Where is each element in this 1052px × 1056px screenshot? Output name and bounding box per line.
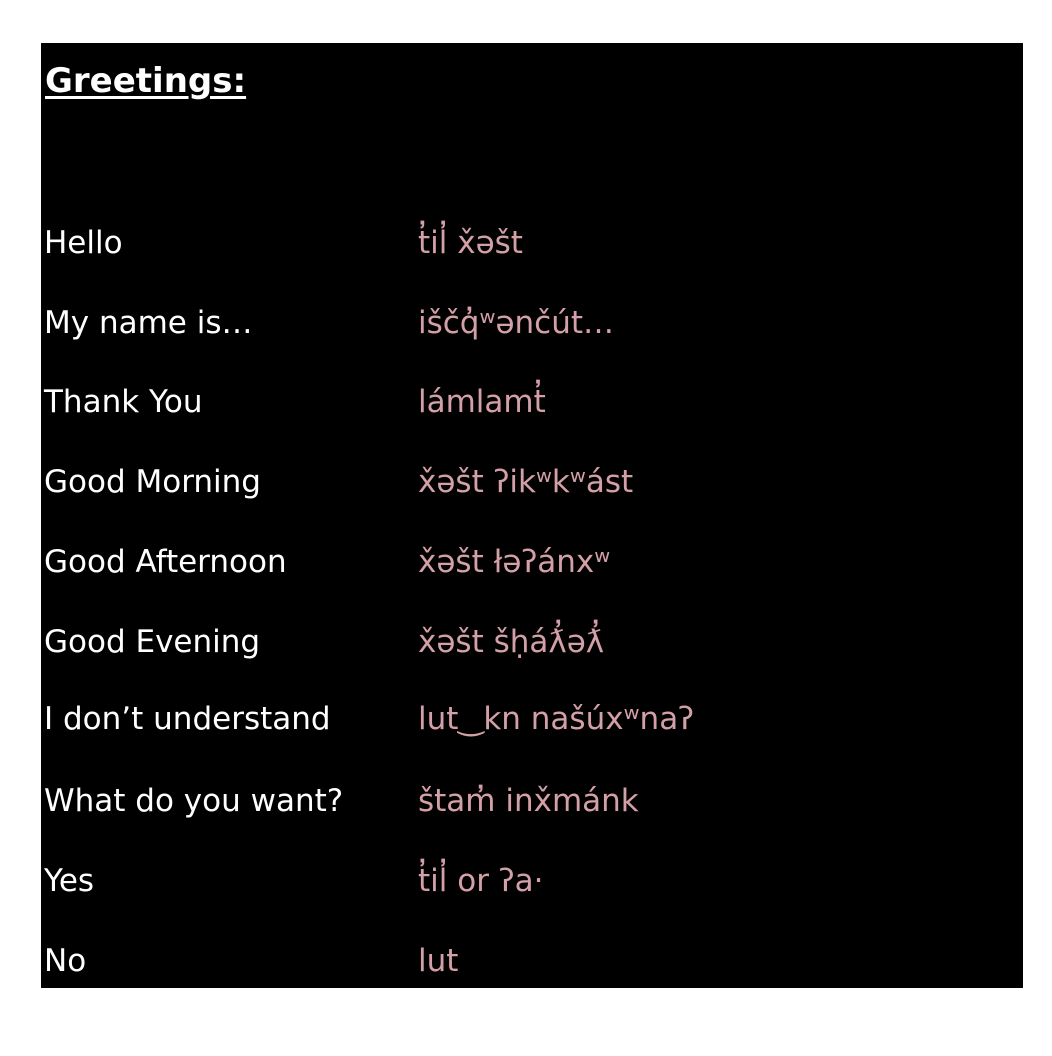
phrase-row (41, 380, 1023, 424)
native-phrase: lut‿kn našúxʷnaʔ (418, 701, 695, 737)
greetings-panel (41, 43, 1023, 988)
phrase-row (41, 697, 1023, 741)
english-phrase: What do you want? (44, 783, 344, 819)
english-phrase: Good Afternoon (44, 544, 287, 580)
english-phrase: No (44, 943, 87, 979)
native-phrase: x̌əšt šḥáƛ̓əƛ̓ (418, 624, 605, 660)
english-phrase: I don’t understand (44, 701, 331, 737)
english-phrase: Good Evening (44, 624, 261, 660)
phrase-row (41, 221, 1023, 265)
phrase-row (41, 939, 1023, 983)
native-phrase: lámlamt̓ (418, 384, 546, 420)
english-phrase: Good Morning (44, 464, 261, 500)
phrase-row (41, 620, 1023, 664)
phrase-row (41, 540, 1023, 584)
native-phrase: lut (418, 943, 459, 979)
native-phrase: t̓il̓ or ʔa· (418, 863, 544, 899)
english-phrase: Thank You (44, 384, 203, 420)
phrase-row (41, 460, 1023, 504)
native-phrase: štam̓ inx̌mánk (418, 783, 639, 819)
english-phrase: Hello (44, 225, 123, 261)
phrase-row (41, 301, 1023, 345)
english-phrase: My name is… (44, 305, 253, 341)
native-phrase: x̌əšt ʔikʷkʷást (418, 464, 634, 500)
phrase-row (41, 859, 1023, 903)
native-phrase: iščq̓ʷənčút… (418, 305, 615, 341)
native-phrase: x̌əšt łəʔánxʷ (418, 544, 611, 580)
native-phrase: t̓il̓ x̌əšt (418, 225, 523, 261)
english-phrase: Yes (44, 863, 95, 899)
section-heading: Greetings: (45, 61, 247, 101)
phrase-row (41, 779, 1023, 823)
